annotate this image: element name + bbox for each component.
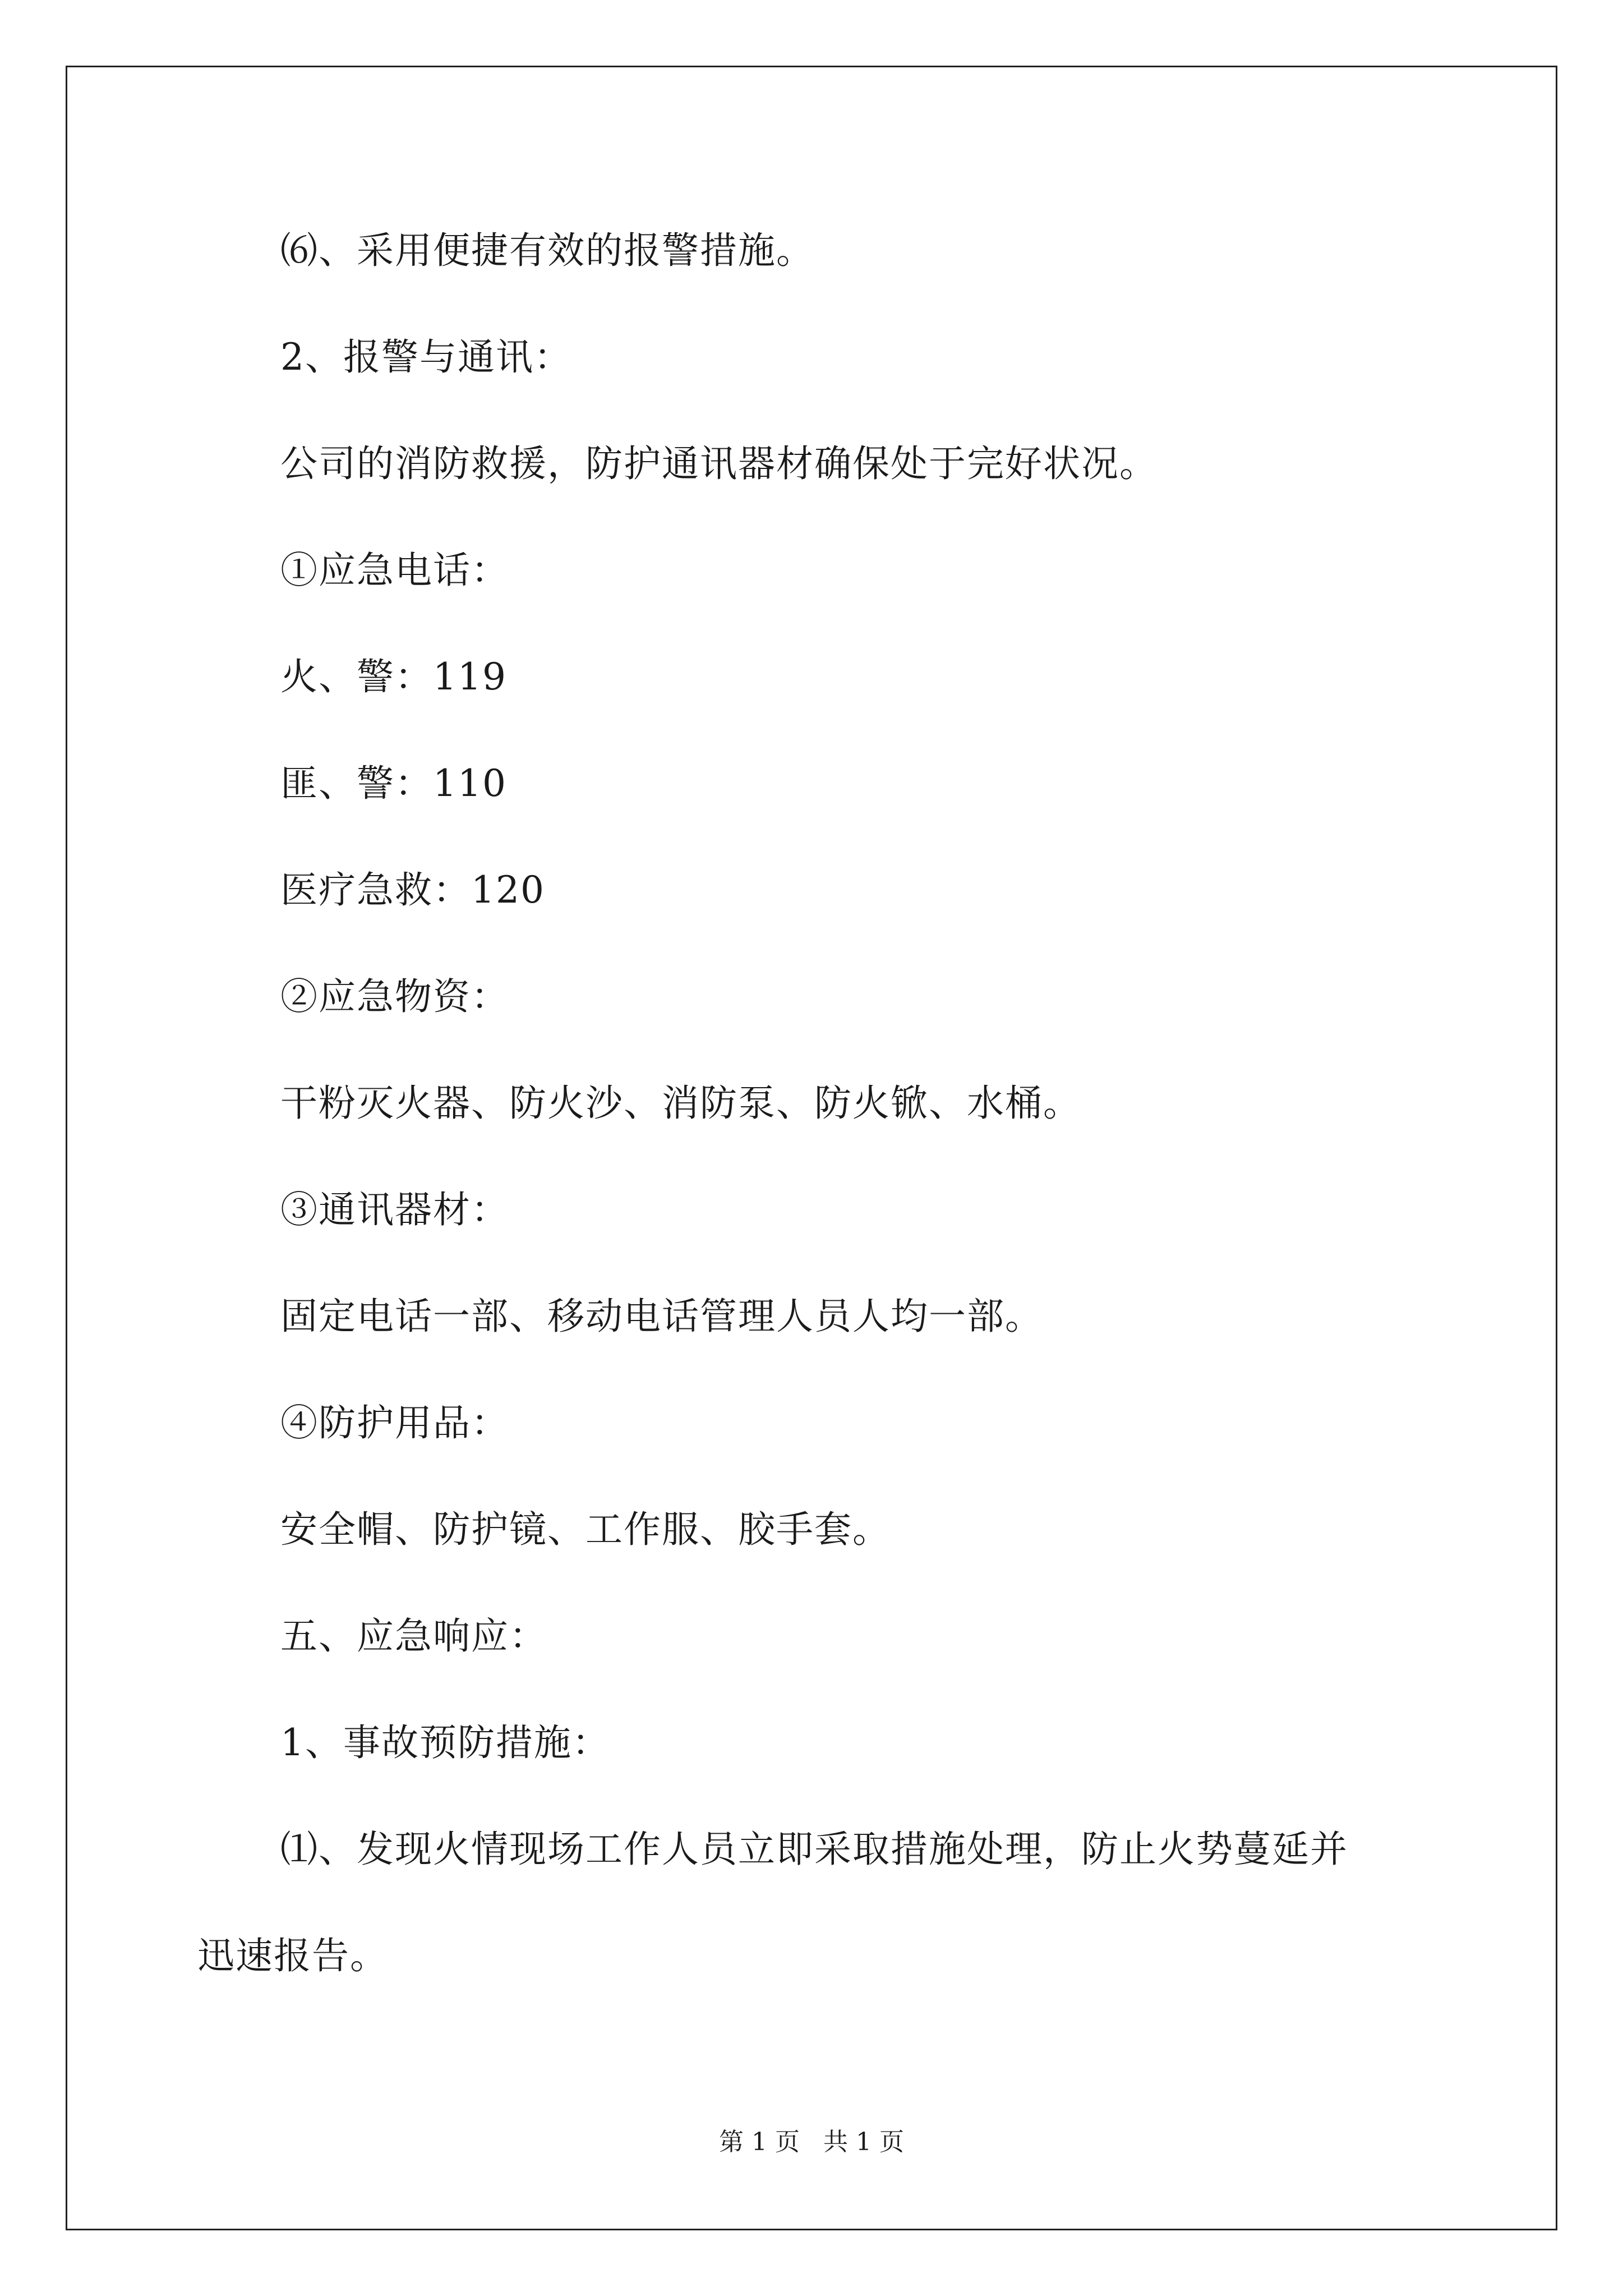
subsection-heading: ①应急电话：: [280, 549, 509, 592]
section-heading: 五、应急响应：: [280, 1614, 547, 1658]
section-heading: 2、报警与通讯：: [280, 335, 572, 379]
subsection-heading: ③通讯器材：: [280, 1188, 509, 1231]
paragraph-line: 安全帽、防护镜、工作服、胶手套。: [280, 1508, 891, 1551]
paragraph-line: 医疗急救：120: [280, 868, 545, 912]
paragraph-line: 火、警：119: [280, 655, 507, 698]
section-heading: 1、事故预防措施：: [280, 1721, 610, 1764]
paragraph-line: ⑹、采用便捷有效的报警措施。: [280, 229, 814, 272]
subsection-heading: ④防护用品：: [280, 1401, 509, 1444]
page-border: [66, 66, 1557, 2230]
paragraph-line: ⑴、发现火情现场工作人员立即采取措施处理，防止火势蔓延并: [280, 1828, 1348, 1871]
paragraph-line: 迅速报告。: [197, 1934, 388, 1977]
page-footer: 第 1 页 共 1 页: [719, 2128, 904, 2156]
subsection-heading: ②应急物资：: [280, 975, 509, 1018]
paragraph-line: 匪、警：110: [280, 762, 507, 805]
paragraph-line: 公司的消防救援，防护通讯器材确保处于完好状况。: [280, 442, 1158, 485]
paragraph-line: 固定电话一部、移动电话管理人员人均一部。: [280, 1295, 1043, 1338]
paragraph-line: 干粉灭火器、防火沙、消防泵、防火锨、水桶。: [280, 1082, 1081, 1125]
